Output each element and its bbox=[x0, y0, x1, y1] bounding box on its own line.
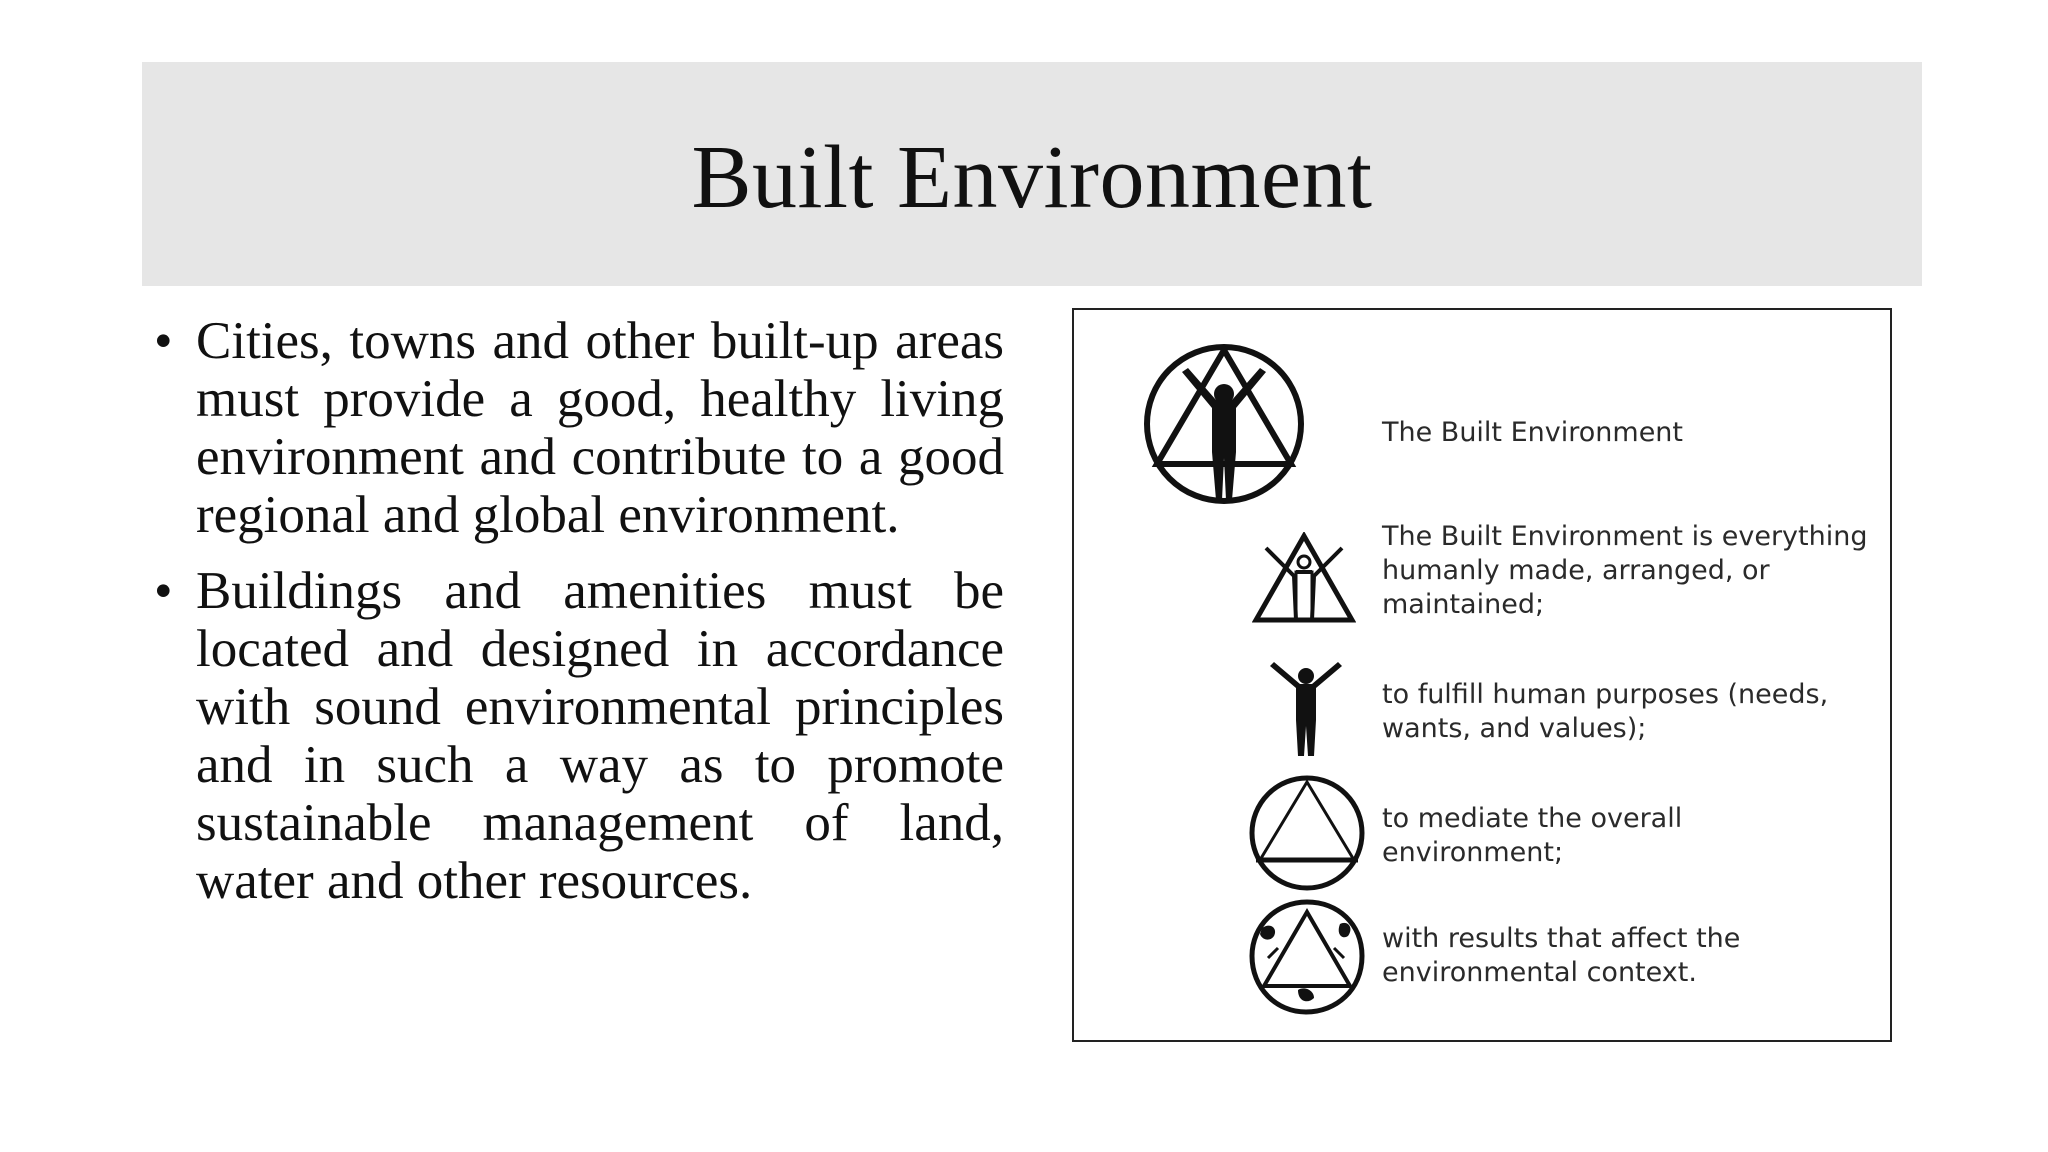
bullet-text: Cities, towns and other built-up areas must provide a good, healthy living environment and contribute to a good regional and global environment. bbox=[196, 312, 1004, 544]
bullet-marker: • bbox=[154, 562, 173, 620]
person-in-triangle-icon bbox=[1252, 532, 1356, 631]
bullet-list bbox=[150, 312, 1004, 928]
figure-row-text: to mediate the overall environment; bbox=[1382, 803, 1683, 868]
figure-row-text: with results that affect the environmental context. bbox=[1382, 923, 1741, 988]
bullet-text: Buildings and amenities must be located and designed in accordance with sound environmental principles and in such a way as to promote sustainable management of land, water and other resources. bbox=[196, 562, 1004, 910]
person-arms-raised-icon bbox=[1266, 662, 1346, 763]
bullet-item bbox=[150, 312, 1004, 544]
bullet-marker: • bbox=[154, 312, 173, 370]
figure-row-text: The Built Environment bbox=[1382, 417, 1684, 448]
figure-row-text: to fulfill human purposes (needs, wants, and values); bbox=[1382, 679, 1829, 744]
slide-title: Built Environment bbox=[691, 127, 1373, 227]
figure-row-text: The Built Environment is everything humanly made, arranged, or maintained; bbox=[1382, 521, 1868, 620]
triangle-in-circle-icon bbox=[1248, 774, 1366, 897]
title-bar bbox=[142, 62, 1922, 286]
bullet-item bbox=[150, 562, 1004, 910]
person-in-triangle-circle-icon bbox=[1142, 342, 1306, 511]
triangle-in-globe-icon bbox=[1248, 898, 1366, 1021]
built-environment-figure bbox=[1072, 308, 1892, 1042]
